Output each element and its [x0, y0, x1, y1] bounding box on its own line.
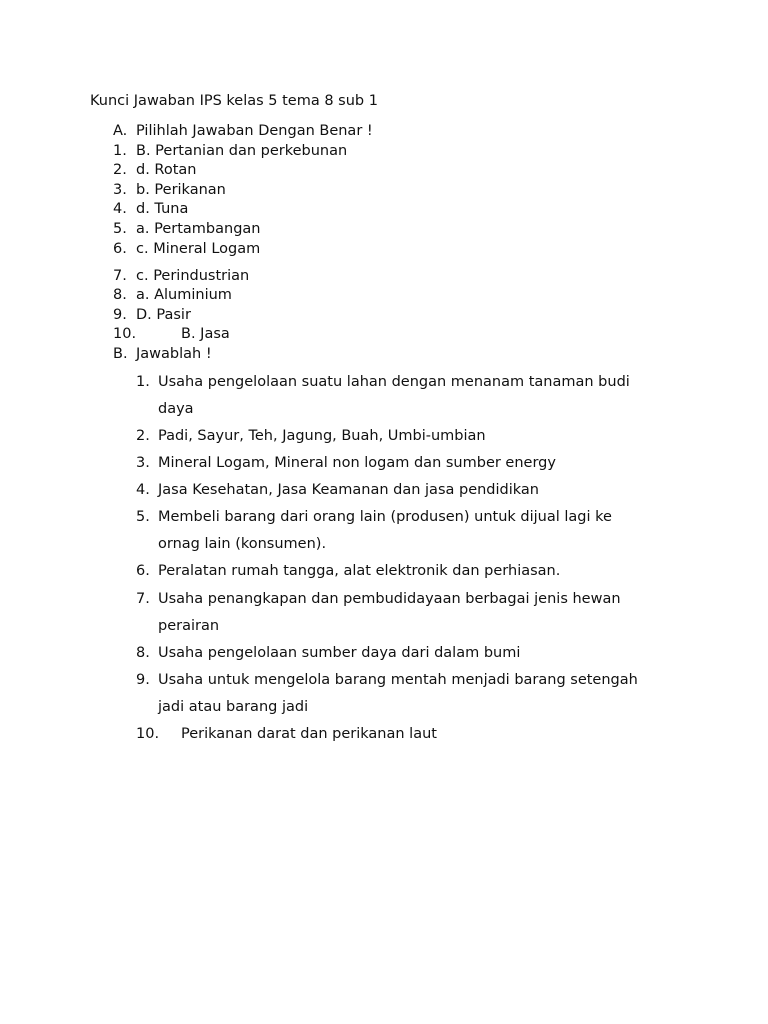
list-item-number: 7.	[136, 591, 150, 607]
list-item-text: daya	[158, 401, 194, 417]
list-item-number: 9.	[113, 307, 127, 323]
list-item-number: 5.	[136, 509, 150, 525]
section-b-heading: Jawablah !	[136, 346, 212, 362]
list-item-number: 3.	[113, 182, 127, 198]
list-item-number: 7.	[113, 268, 127, 284]
list-item-number: 10.	[136, 726, 160, 742]
list-item-text: a. Pertambangan	[136, 221, 261, 237]
list-item-text: Perikanan darat dan perikanan laut	[181, 726, 437, 742]
list-item-text: c. Mineral Logam	[136, 241, 261, 257]
list-item-text: d. Tuna	[136, 201, 189, 217]
list-item-text: b. Perikanan	[136, 182, 226, 198]
document-title: Kunci Jawaban IPS kelas 5 tema 8 sub 1	[90, 93, 378, 109]
list-item-number: 1.	[136, 374, 150, 390]
list-item-text: Usaha pengelolaan sumber daya dari dalam bumi	[158, 645, 521, 661]
list-item-text: perairan	[158, 618, 220, 634]
list-item-number: 4.	[113, 201, 127, 217]
list-item-text: Usaha pengelolaan suatu lahan dengan menanam tanaman budi	[158, 374, 630, 390]
list-item-text: c. Perindustrian	[136, 268, 250, 284]
list-item-text: a. Aluminium	[136, 287, 232, 303]
list-item-number: 8.	[113, 287, 127, 303]
list-item-text: jadi atau barang jadi	[158, 699, 309, 715]
list-item-text: Mineral Logam, Mineral non logam dan sumber energy	[158, 455, 556, 471]
list-item-number: 10.	[113, 326, 137, 342]
list-item-number: 4.	[136, 482, 150, 498]
section-a-marker: A.	[113, 123, 128, 139]
list-item-number: 2.	[136, 428, 150, 444]
list-item-number: 3.	[136, 455, 150, 471]
list-item-number: 8.	[136, 645, 150, 661]
list-item-number: 6.	[113, 241, 127, 257]
list-item-text: Jasa Kesehatan, Jasa Keamanan dan jasa pendidikan	[158, 482, 539, 498]
list-item-number: 6.	[136, 563, 150, 579]
list-item-text: Padi, Sayur, Teh, Jagung, Buah, Umbi-umbian	[158, 428, 486, 444]
list-item-number: 5.	[113, 221, 127, 237]
list-item-text: Peralatan rumah tangga, alat elektronik dan perhiasan.	[158, 563, 561, 579]
section-b-marker: B.	[113, 346, 128, 362]
list-item-number: 2.	[113, 162, 127, 178]
list-item-text: D. Pasir	[136, 307, 191, 323]
list-item-number: 1.	[113, 143, 127, 159]
list-item-number: 9.	[136, 672, 150, 688]
list-item-text: B. Pertanian dan perkebunan	[136, 143, 348, 159]
list-item-text: Membeli barang dari orang lain (produsen) untuk dijual lagi ke	[158, 509, 612, 525]
list-item-text: ornag lain (konsumen).	[158, 536, 327, 552]
list-item-text: d. Rotan	[136, 162, 197, 178]
list-item-text: Usaha penangkapan dan pembudidayaan berbagai jenis hewan	[158, 591, 621, 607]
list-item-text: Usaha untuk mengelola barang mentah menjadi barang setengah	[158, 672, 638, 688]
section-a-heading: Pilihlah Jawaban Dengan Benar !	[136, 123, 373, 139]
list-item-text: B. Jasa	[181, 326, 230, 342]
